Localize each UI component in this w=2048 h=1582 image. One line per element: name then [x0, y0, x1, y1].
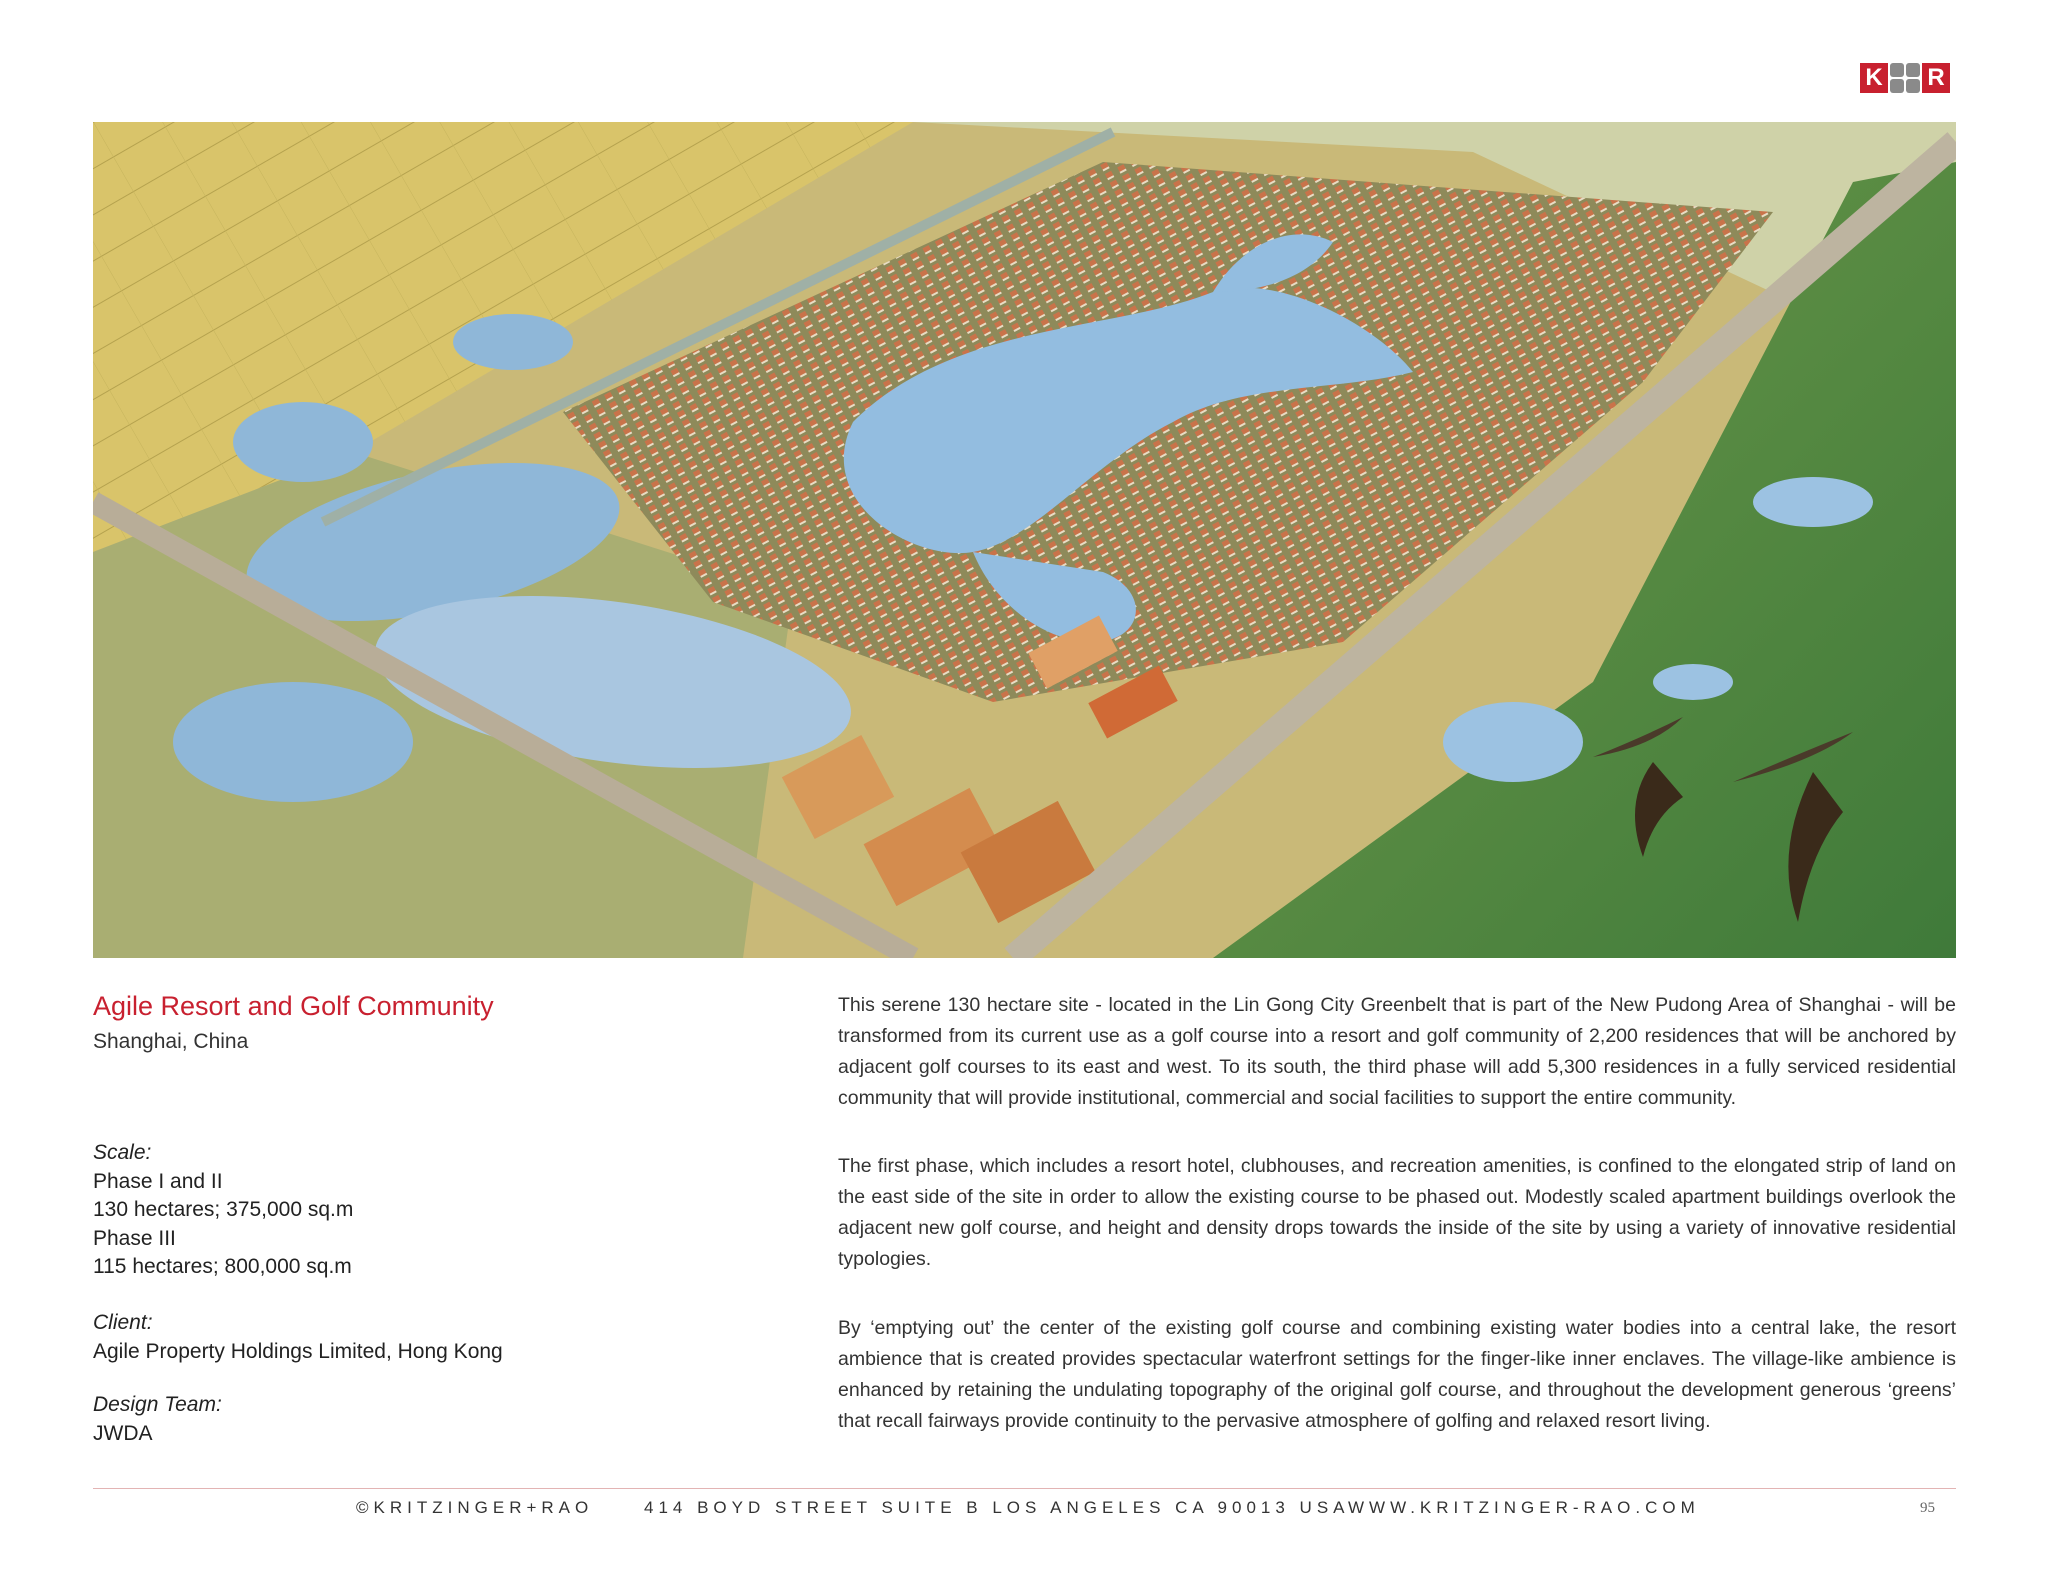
paragraph-1: This serene 130 hectare site - located in the Lin Gong City Greenbelt that is part of the New Pudong Area of Shanghai - will be transformed from its current use as a golf course into a resort and golf community of 2,200 residences that will be anchored by adjacent golf courses to its east and west. To its south, the third phase will add 5,300 residences in a fully serviced residential community that will provide institutional, commercial and social facilities to support the entire community. [838, 994, 1956, 1109]
logo-grid-icon [1890, 63, 1920, 93]
logo-r: R [1922, 63, 1950, 93]
scale-line: 115 hectares; 800,000 sq.m [93, 1255, 352, 1278]
logo-k: K [1860, 63, 1888, 93]
client-section [93, 1309, 733, 1366]
kr-logo [1860, 63, 1950, 93]
footer-website[interactable]: WWW.KRITZINGER-RAO.COM [1348, 1498, 1700, 1517]
scale-line: 130 hectares; 375,000 sq.m [93, 1198, 354, 1221]
footer-address: 414 BOYD STREET SUITE B LOS ANGELES CA 90013 USA [644, 1498, 1350, 1517]
scale-section [93, 1139, 733, 1282]
project-title: Agile Resort and Golf Community [93, 991, 494, 1021]
client-name: Agile Property Holdings Limited, Hong Kong [93, 1339, 503, 1363]
aerial-rendering-image [93, 122, 1956, 958]
design-team-name: JWDA [93, 1421, 153, 1445]
footer-rule [93, 1488, 1956, 1489]
client-label: Client: [93, 1311, 153, 1334]
footer-copyright: ©KRITZINGER+RAO [356, 1498, 594, 1517]
paragraph-2: The first phase, which includes a resort hotel, clubhouses, and recreation amenities, is confined to the elongated strip of land on the east side of the site in order to allow the existing course to be phased out. Modestly scaled apartment buildings overlook the adjacent new golf course, and height and density drops towards the inside of the site by using a variety of innovative residential typologies. [838, 1155, 1956, 1270]
design-team-section [93, 1391, 733, 1448]
project-location: Shanghai, China [93, 1030, 249, 1053]
scale-line: Phase I and II [93, 1169, 223, 1193]
scale-line: Phase III [93, 1226, 176, 1250]
design-team-label: Design Team: [93, 1393, 222, 1416]
scale-label: Scale: [93, 1141, 152, 1164]
page-number: 95 [1920, 1500, 1935, 1516]
paragraph-3: By ‘emptying out’ the center of the existing golf course and combining existing water bodies into a central lake, the resort ambience that is created provides spectacular waterfront settings for the finger-like inner enclaves. The village-like ambience is enhanced by retaining the undulating topography of the original golf course, and throughout the development generous ‘greens’ that recall fairways provide continuity to the pervasive atmosphere of golfing and relaxed resort living. [838, 1317, 1956, 1432]
